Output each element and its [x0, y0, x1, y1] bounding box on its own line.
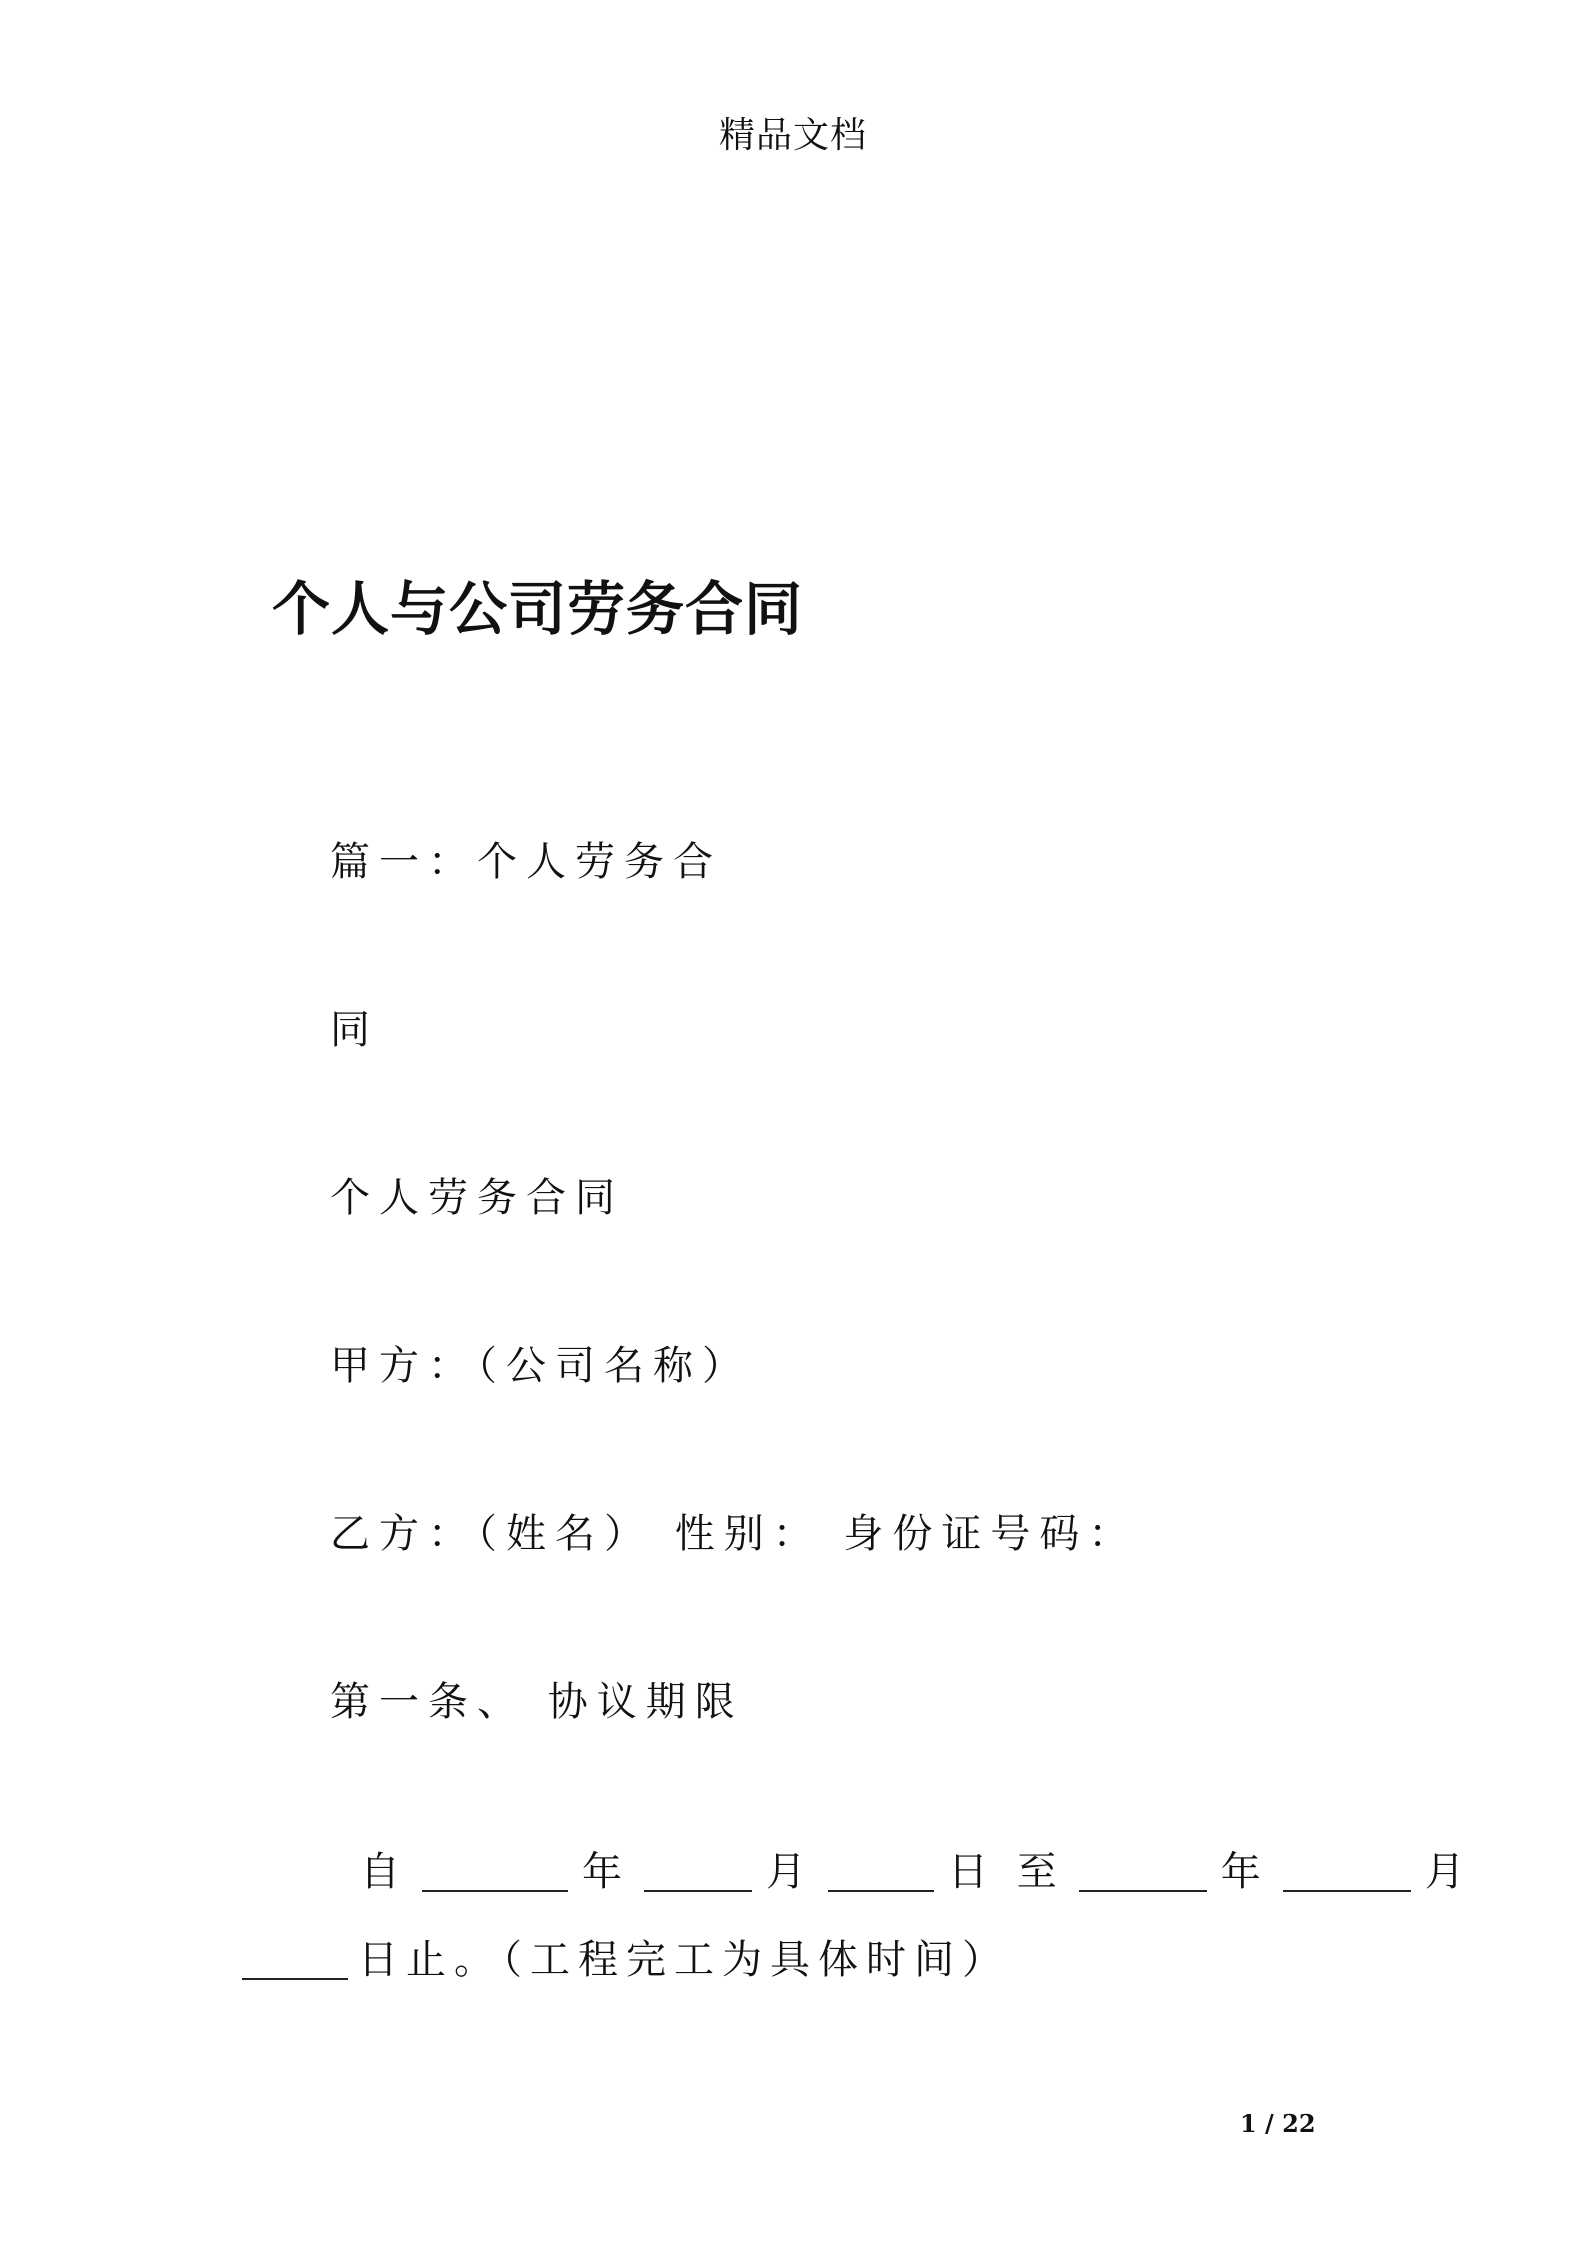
start-month-blank [644, 1850, 752, 1892]
start-year-blank [422, 1850, 568, 1892]
date-from-label: 自 [360, 1849, 408, 1895]
end-month-label: 月 [1424, 1849, 1473, 1895]
agreement-period-line-2 [242, 1937, 1010, 1983]
document-title: 个人与公司劳务合同 [272, 575, 804, 643]
party-b-fields: 乙方：（姓名） 性别： 身份证号码： [330, 1511, 1138, 1557]
start-month-label: 月 [766, 1849, 814, 1895]
end-month-blank [1283, 1850, 1411, 1892]
page-number: 1 / 22 [1240, 2109, 1316, 2138]
end-day-text: 日止。（工程完工为具体时间） [358, 1937, 1010, 1983]
start-day-to-label: 日 至 [948, 1849, 1065, 1895]
contract-subtitle: 个人劳务合同 [330, 1175, 624, 1221]
end-year-label: 年 [1220, 1849, 1269, 1895]
agreement-period-line-1 [360, 1849, 1473, 1895]
end-day-blank [242, 1938, 348, 1980]
chapter-heading-line-2: 同 [330, 1007, 379, 1053]
start-year-label: 年 [582, 1849, 630, 1895]
article-one-heading: 第一条、 协议期限 [330, 1679, 744, 1725]
chapter-heading-line-1: 篇一：个人劳务合 [330, 839, 722, 885]
page-header: 精品文档 [718, 115, 867, 156]
start-day-blank [828, 1850, 934, 1892]
party-a-field: 甲方：（公司名称） [330, 1343, 751, 1389]
end-year-blank [1079, 1850, 1207, 1892]
